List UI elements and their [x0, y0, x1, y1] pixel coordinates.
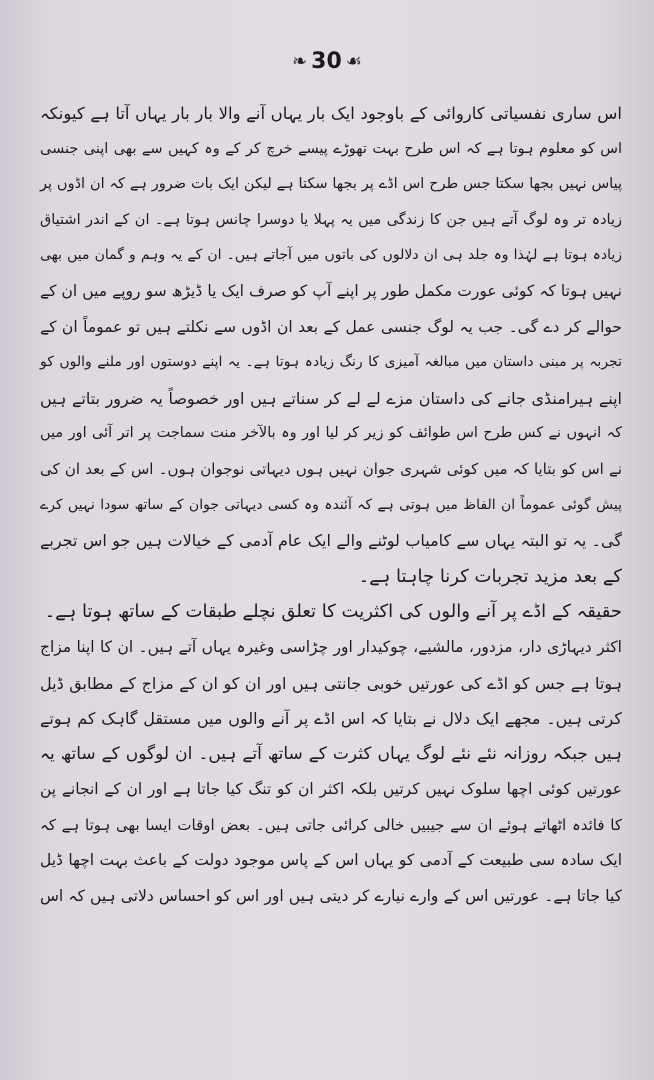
text-line: اکثر دیہاڑی دار، مزدور، مالشیے، چوکیدار اور چڑاسی وغیرہ یہاں آتے ہیں۔ ان کا اپنا مزاج — [40, 637, 622, 656]
text-line: کا فائدہ اٹھاتے ہوئے ان سے جیبیں خالی کرائی جاتی ہیں۔ بعض اوقات ایسا بھی ہوتا ہے کہ — [40, 815, 622, 834]
text-line: عورتیں کوئی اچھا سلوک نہیں کرتیں بلکہ اکثر ان کو تنگ کیا جاتا ہے اور ان کے انجانے پن — [40, 780, 622, 799]
text-line: زیادہ تر وہ لوگ آتے ہیں جن کا زندگی میں یہ پہلا یا دوسرا چانس ہوتا ہے۔ ان کے اندر اشتیاق — [40, 211, 622, 228]
text-line: ہیں جبکہ روزانہ نئے نئے لوگ یہاں کثرت کے ساتھ آتے ہیں۔ ان لوگوں کے ساتھ یہ — [40, 743, 622, 764]
body-text — [40, 96, 622, 915]
text-line: ایک سادہ سی طبیعت کے آدمی کو یہاں اس کے پاس موجود دولت کے باعث بہت اچھا ڈیل — [40, 851, 622, 870]
text-line: کہ انہوں نے کس طرح اس طوائف کو زیر کر لیا اور وہ بالآخر منت سماجت پر اتر آئی اور میں — [40, 425, 622, 442]
text-line: نہیں ہوتا کہ کوئی عورت مکمل طور پر اپنے آپ کو صرف ایک یا ڈیڑھ سو روپے میں ان کے — [40, 281, 622, 300]
page-header — [0, 42, 654, 82]
text-line: اس کو معلوم ہوتا ہے کہ اس طرح بہت تھوڑے پیسے خرچ کر کے وہ کہیں سے بھی اپنی جنسی — [40, 140, 622, 157]
text-line: پیش گوئی عموماً ان الفاظ میں ہوتی ہے کہ آئندہ وہ کسی دیہاتی جوان کے ساتھ سودا نہیں کرے — [40, 496, 622, 513]
text-line: کے بعد مزید تجربات کرنا چاہتا ہے۔ — [358, 565, 622, 587]
text-line: پیاس نہیں بجھا سکتا جس طرح اس اڈے پر بجھا سکتا ہے لیکن ایک بات ضرور ہے کہ ان اڈوں پر — [40, 176, 622, 193]
text-line: کیا جاتا ہے۔ عورتیں اس کے وارے نیارے کر دیتی ہیں اور اس کو احساس دلاتی ہیں کہ اس — [40, 887, 622, 906]
text-line: اس ساری نفسیاتی کاروائی کے باوجود ایک بار یہاں آنے والا بار بار یہاں آتا ہے کیونکہ — [40, 104, 622, 123]
ornament-right-icon: ☙ — [345, 51, 362, 72]
text-line: گی۔ یہ تو البتہ یہاں سے کامیاب لوٹنے والے ایک عام آدمی کے خیالات ہیں جو اس تجربے — [40, 531, 622, 551]
text-line: حوالے کر دے گی۔ جب یہ لوگ جنسی عمل کے بعد ان اڈوں سے نکلتے ہیں تو عموماً ان کے — [40, 317, 622, 336]
ornament-left-icon: ❧ — [292, 51, 308, 72]
text-line: حقیقہ کے اڈے پر آنے والوں کی اکثریت کا تعلق نچلے طبقات کے ساتھ ہوتا ہے۔ — [44, 601, 622, 623]
text-line: تجربہ پر مبنی داستان میں مبالغہ آمیزی کا رنگ زیادہ ہوتا ہے۔ یہ اپنے دوستوں اور ملنے والوں کو — [40, 354, 622, 371]
text-line: کرتی ہیں۔ مجھے ایک دلال نے بتایا کہ اس اڈے پر آنے والوں میں مستقل گاہک کم ہوتے — [40, 709, 622, 729]
page-number: 30 — [311, 49, 342, 74]
text-line: زیادہ ہوتا ہے لہٰذا وہ جلد ہی ان دلالوں کی باتوں میں آجاتے ہیں۔ ان کے یہ وہم و گمان میں بھی — [40, 247, 622, 264]
text-line: ہوتا ہے جس کو اڈے کی عورتیں خوبی جانتی ہیں اور ان کو ان کے مزاج کے مطابق ڈیل — [40, 673, 622, 693]
text-line: اپنے ہیرامنڈی جانے کی داستان مزے لے لے کر سناتے ہیں اور خصوصاً یہ ضرور بتاتے ہیں — [40, 388, 622, 408]
paragraph-2 — [40, 594, 622, 914]
paragraph-1 — [40, 96, 622, 594]
text-line: نے اس کو بتایا کہ میں کوئی شہری جوان نہیں ہوں دیہاتی نوجوان ہوں۔ اس کے بعد ان کی — [40, 459, 622, 478]
